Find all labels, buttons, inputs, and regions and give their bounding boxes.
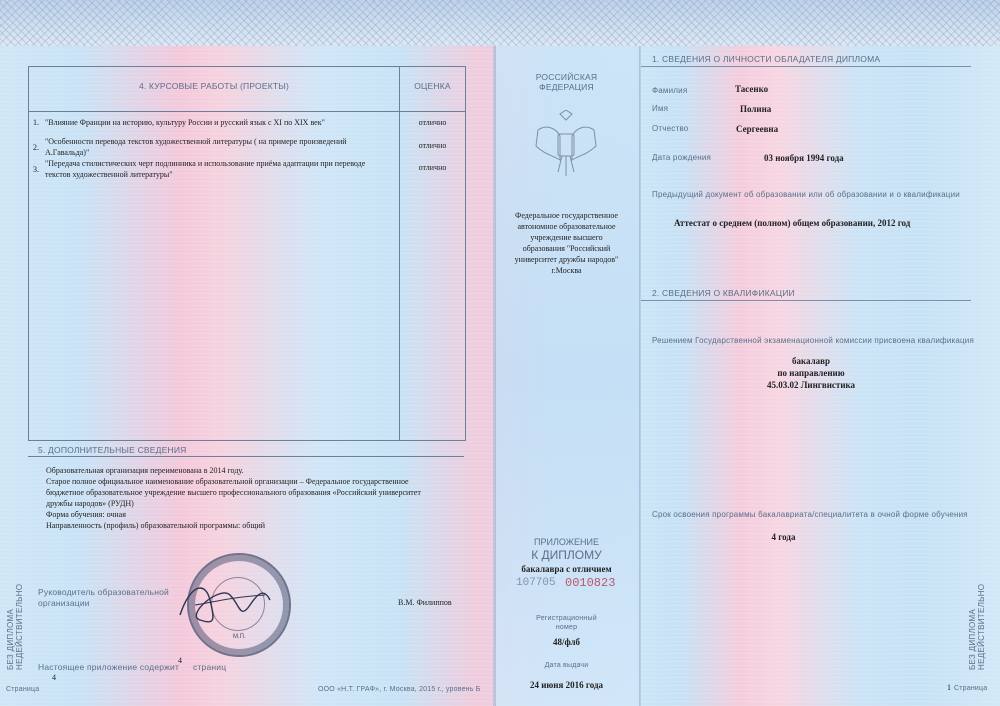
head-label-line-1: Руководитель образовательной [38,587,169,597]
stamp-mark: М.П. [233,634,246,640]
qualification-line: 45.03.02 Лингвистика [766,380,856,390]
appendix-heading [495,536,638,562]
organization-line: учреждение высшего [530,233,603,242]
additional-info-line: дружбы народов» (РУДН) [46,499,134,508]
additional-info-line: бюджетное образовательное учреждение высшего профессионального образования «Российский университет [46,488,421,497]
course-row-grade: отлично [418,163,447,172]
additional-info-line: Старое полное официальное наименование образовательной организации – Федеральное государственное [46,477,409,486]
organization-line: университет дружбы народов" [514,255,619,264]
appendix-line-2: К ДИПЛОМУ [531,548,602,562]
reg-number-label [495,614,638,632]
additional-info-line: Образовательная организация переименована в 2014 году. [46,466,244,475]
printer-info: ООО «Н.Т. ГРАФ», г. Москва, 2015 г., уровень Б [318,686,481,693]
qualification-line: бакалавр [791,356,831,366]
degree-type: бакалавра с отличием [521,564,612,574]
right-page-number: 1 [947,683,951,692]
section5-divider [28,456,464,457]
series-number: 107705 [516,577,556,589]
section4-title: 4. КУРСОВЫЕ РАБОТЫ (ПРОЕКТЫ) [138,81,289,91]
side-warning-right: БЕЗ ДИПЛОМА НЕДЕЙСТВИТЕЛЬНО [968,583,986,670]
course-row-title: "Влияние Франции на историю, культуру России и русский язык с XI по XIX век" [45,118,325,127]
organization-line: г.Москва [551,266,582,275]
organization-block [500,210,633,276]
footer-page-label: Страница [6,686,40,693]
pages-label: Настоящее приложение содержит [38,662,180,672]
section1-title: 1. СВЕДЕНИЯ О ЛИЧНОСТИ ОБЛАДАТЕЛЯ ДИПЛОМА [652,54,881,64]
appendix-line-1: ПРИЛОЖЕНИЕ [534,537,599,547]
organization-line: Федеральное государственное [515,211,618,220]
additional-info [46,465,466,531]
surname-value: Тасенко [735,84,769,94]
section2-title: 2. СВЕДЕНИЯ О КВАЛИФИКАЦИИ [652,288,795,298]
patronymic-value: Сергеевна [736,124,779,134]
dob-label: Дата рождения [652,153,712,162]
term-label: Срок освоения программы бакалавриата/специалитета в очной форме обучения [652,510,968,519]
additional-info-line: Форма обучения: очная [46,510,126,519]
document-number: 0010823 [565,576,616,590]
section5-title: 5. ДОПОЛНИТЕЛЬНЫЕ СВЕДЕНИЯ [38,445,187,455]
previous-document-value: Аттестат о среднем (полном) общем образовании, 2012 год [674,218,911,228]
additional-info-line: Направленность (профиль) образовательной программы: общий [46,521,266,530]
reg-number: 48/флб [552,637,581,647]
dob-value: 03 ноября 1994 года [764,153,844,163]
course-row-number: 2. [33,143,39,152]
course-row-number: 1. [33,118,39,127]
course-row-number: 3. [33,165,39,174]
side-warning-left: БЕЗ ДИПЛОМА НЕДЕЙСТВИТЕЛЬНО [6,583,24,670]
previous-document-label: Предыдущий документ об образовании или об образовании и о квалификации [652,190,960,199]
patronymic-label: Отчество [652,124,689,133]
course-row-grade: отлично [418,141,447,150]
reg-label-line-2: номер [555,624,578,631]
pages-count: 4 [178,656,182,665]
pages-value: 4 [52,673,56,682]
surname-label: Фамилия [652,86,688,95]
issue-date: 24 июня 2016 года [529,680,604,690]
name-label: Имя [652,104,669,113]
term-value: 4 года [771,532,796,542]
country-line-2: ФЕДЕРАЦИЯ [539,82,594,92]
pages-suffix: страниц [193,662,227,672]
decorative-border-top [0,0,1000,46]
name-value: Полина [740,104,772,114]
section1-divider [641,66,971,67]
right-page-label: Страница [954,685,988,692]
country-line-1: РОССИЙСКАЯ [535,72,598,82]
head-label [38,587,169,609]
organization-line: образования "Российский [522,244,611,253]
organization-line: автономное образовательное [517,222,616,231]
issue-date-label: Дата выдачи [544,662,589,669]
course-works-table [28,66,466,441]
head-label-line-2: организации [38,598,90,608]
course-row-title: "Особенности перевода текстов художественной литературы ( на примере произведений А.Гавальда)" [45,137,347,157]
coat-of-arms-icon [528,110,604,186]
qualification-line: по направлению [777,368,845,378]
course-row-title: "Передача стилистических черт подлинника и использование приёма адаптации при переводе текстов художественной литературы" [45,159,366,179]
head-name: В.М. Филиппов [398,598,452,607]
decision-label: Решением Государственной экзаменационной комиссии присвоена квалификация [652,336,975,345]
signature-icon [170,565,280,645]
grade-header: ОЦЕНКА [414,81,451,91]
qualification-block [641,355,981,391]
section2-divider [641,300,971,301]
country-name [495,72,638,92]
course-row-grade: отлично [418,118,447,127]
reg-label-line-1: Регистрационный [536,615,597,622]
